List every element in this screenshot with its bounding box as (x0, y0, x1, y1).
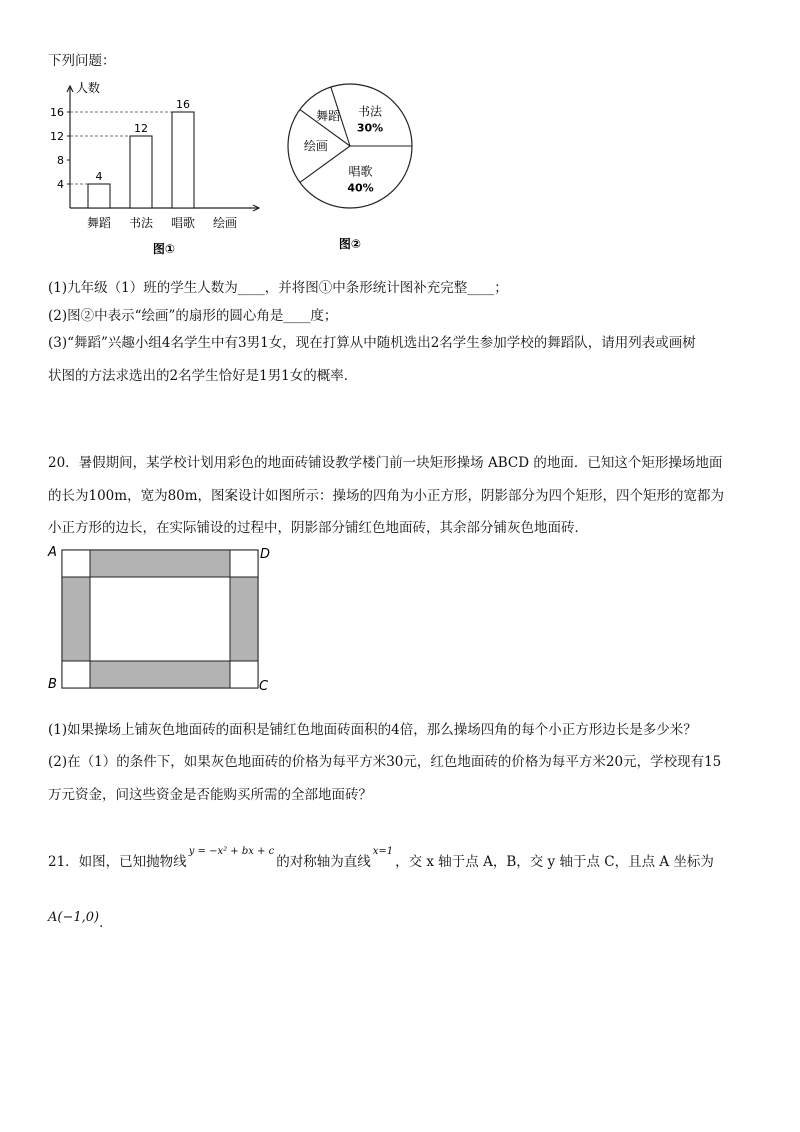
q20-line1: 20．暑假期间，某学校计划用彩色的地面砖铺设教学楼门前一块矩形操场 ABCD 的地面．已知这个矩形操场地面 (48, 455, 723, 471)
shaded-rect-left (62, 577, 90, 661)
y-tick-label: 4 (57, 178, 64, 191)
q19-part3-line2: 状图的方法求选出的2名学生恰好是1男1女的概率． (48, 368, 358, 384)
q21-post: ，交 x 轴于点 A，B，交 y 轴于点 C，且点 A 坐标为 (395, 854, 714, 870)
bar-2 (172, 112, 194, 208)
q20-part2-line2: 万元资金，问这些资金是否能购买所需的全部地面砖？ (48, 787, 372, 803)
q21-equation: y = −x² + bx + c (188, 846, 275, 857)
label-B: B (48, 677, 57, 692)
bar-value-label: 4 (95, 170, 103, 183)
pie-slice-label: 舞蹈 (316, 108, 341, 123)
center-rect (90, 577, 230, 661)
pie-slice-percent: 30% (356, 121, 384, 135)
q21-pre: 21．如图，已知抛物线 (48, 854, 187, 870)
q20-line2: 的长为100m，宽为80m，图案设计如图所示：操场的四角为小正方形，阴影部分为四个矩形，四个矩形的宽都为 (48, 488, 725, 504)
q20-part1: (1)如果操场上铺灰色地面砖的面积是铺红色地面砖面积的4倍，那么操场四角的每个小正方形边长是多少米？ (48, 722, 697, 738)
bar-value-label: 12 (134, 122, 148, 135)
q21-line1 (48, 846, 714, 874)
y-tick-label: 16 (50, 106, 64, 119)
bar-chart-caption: 图① (152, 242, 176, 256)
pie-slice-label: 绘画 (303, 139, 328, 153)
y-tick-label: 12 (50, 130, 64, 143)
q19-part3-line1: (3)“舞蹈”兴趣小组4名学生中有3男1女，现在打算从中随机选出2名学生参加学校的舞蹈队，请用列表或画树 (48, 335, 696, 351)
shaded-rect-right (230, 577, 258, 661)
y-axis-label: 人数 (76, 81, 101, 95)
shaded-rect-bottom (90, 661, 230, 688)
q21-mid: 的对称轴为直线 (276, 854, 371, 870)
q20-part2-line1: (2)在（1）的条件下，如果灰色地面砖的价格为每平方米30元，红色地面砖的价格为每平方米20元，学校现有15 (48, 754, 722, 770)
y-tick-label: 8 (57, 154, 64, 167)
pie-chart (285, 76, 435, 261)
x-tick-label: 唱歌 (170, 216, 196, 230)
pie-slice-label: 唱歌 (348, 164, 373, 179)
intro-text: 下列问题： (48, 53, 116, 69)
q20-line3: 小正方形的边长，在实际铺设的过程中，阴影部分铺红色地面砖，其余部分铺灰色地面砖． (48, 520, 588, 536)
corner-square-tr (230, 550, 258, 577)
bar-1 (130, 136, 152, 208)
q19-part1: (1)九年级（1）班的学生人数为____，并将图①中条形统计图补充完整____； (48, 280, 508, 296)
q21-line2 (48, 908, 104, 931)
bar-0 (88, 184, 110, 208)
pie-chart-caption: 图② (338, 237, 362, 251)
bar-chart (44, 76, 274, 266)
x-tick-label: 舞蹈 (86, 216, 112, 230)
playground-diagram (44, 542, 274, 692)
corner-square-bl (62, 661, 90, 688)
q21-axis: x=1 (372, 846, 394, 857)
q21-coord: A(−1,0) (48, 910, 100, 925)
pie-slice-percent: 40% (347, 181, 374, 195)
corner-square-tl (62, 550, 90, 577)
q21-end: . (99, 916, 104, 931)
label-C: C (259, 679, 269, 692)
label-A: A (48, 545, 57, 560)
corner-square-br (230, 661, 258, 688)
shaded-rect-top (90, 550, 230, 577)
label-D: D (260, 547, 271, 562)
x-tick-label: 绘画 (212, 216, 238, 230)
bar-value-label: 16 (176, 98, 190, 111)
pie-slice-label: 书法 (358, 104, 383, 119)
q19-part2: (2)图②中表示“绘画”的扇形的圆心角是____度； (48, 308, 338, 324)
x-tick-label: 书法 (128, 216, 154, 230)
